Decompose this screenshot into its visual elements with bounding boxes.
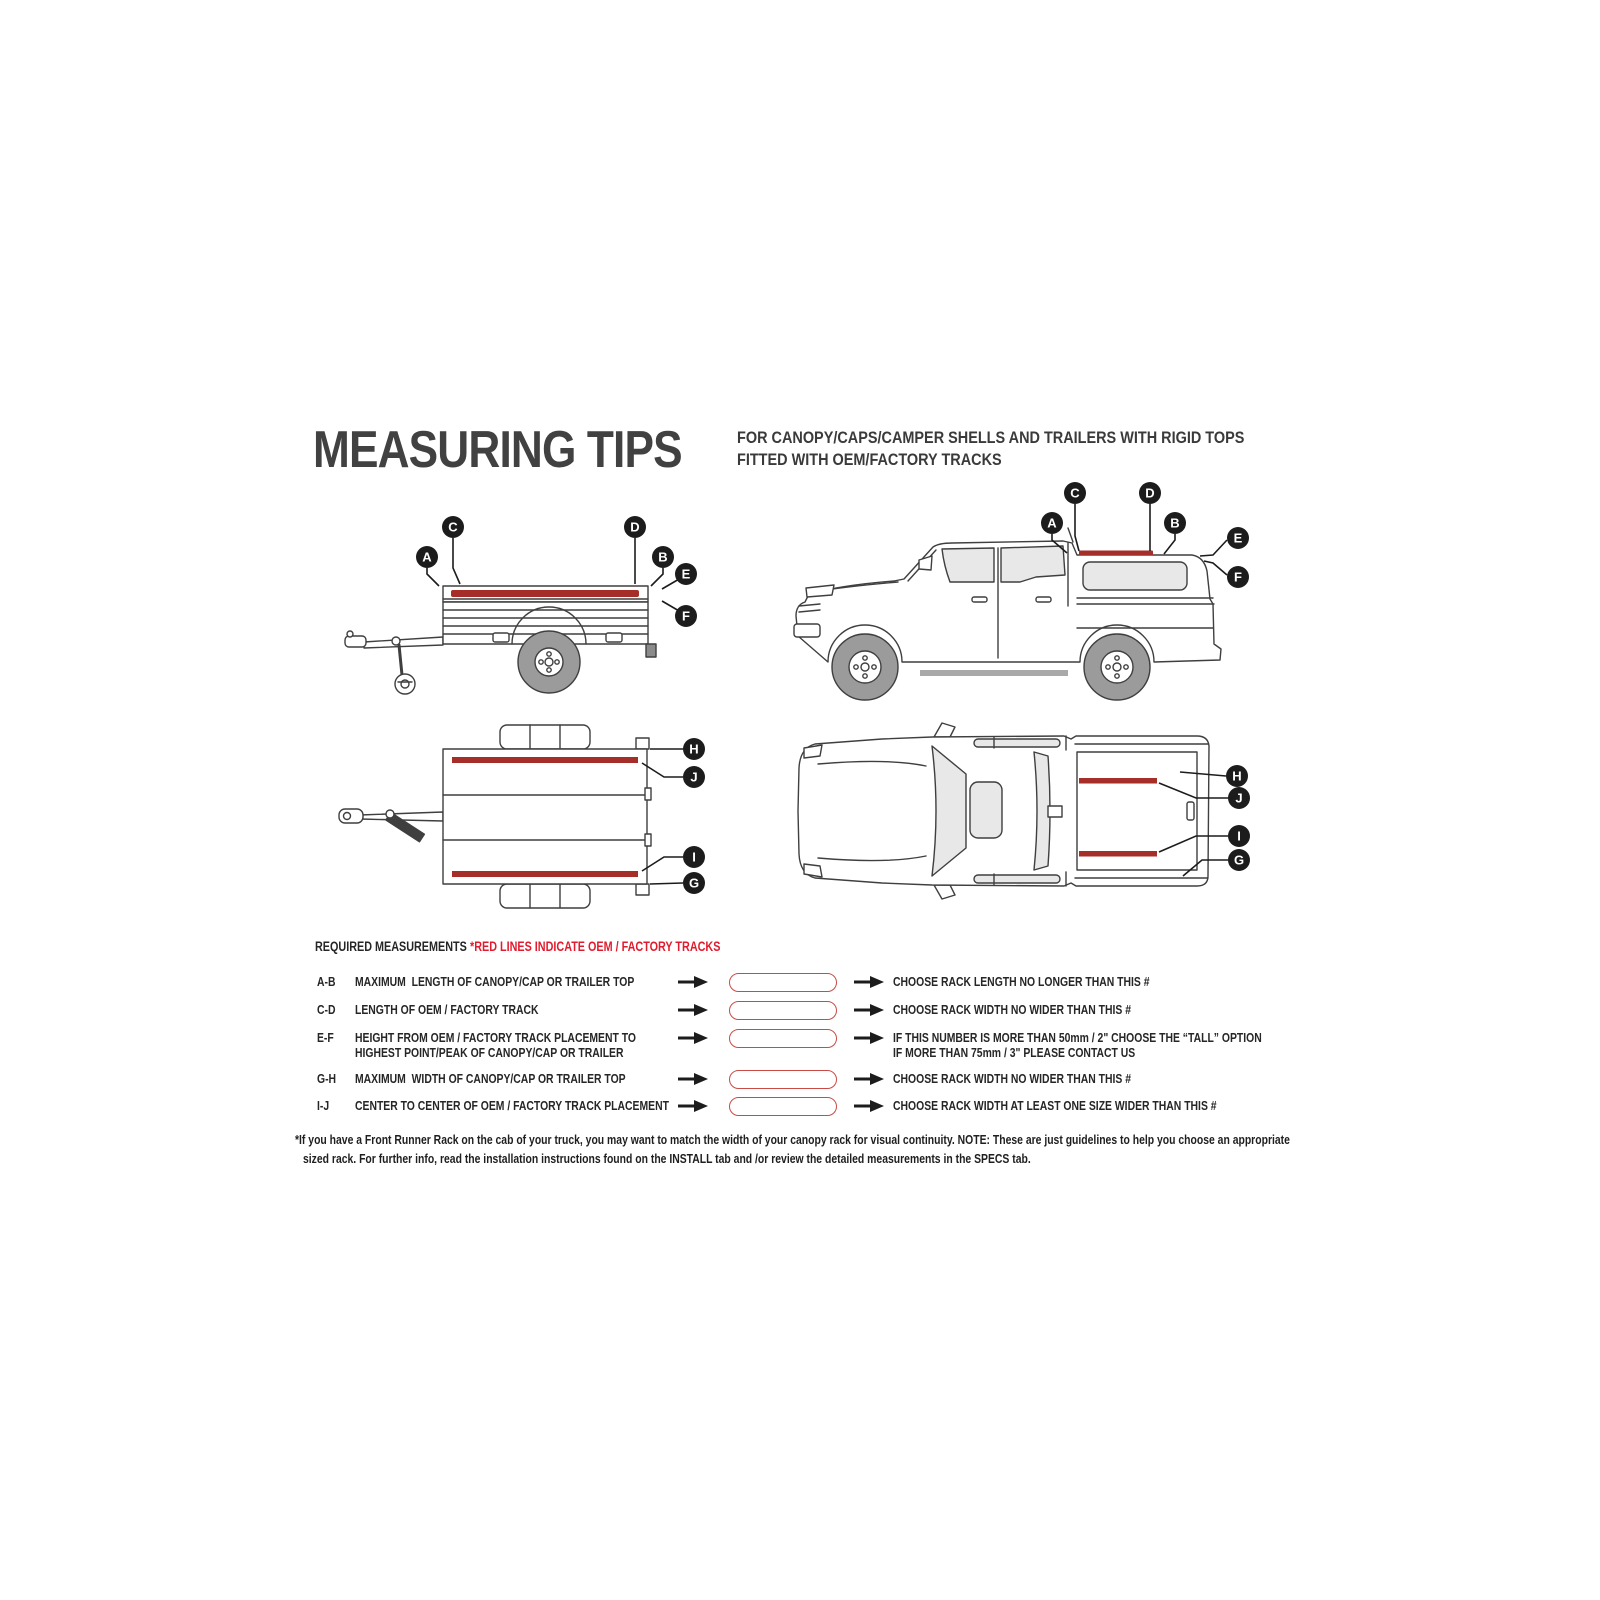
truck-side-view-diagram <box>780 478 1255 713</box>
measurement-value-field <box>729 1001 837 1020</box>
svg-text:I: I <box>692 849 696 865</box>
measurement-row-cd <box>315 1000 1345 1020</box>
measurement-key: E-F <box>317 1030 334 1045</box>
page-title: MEASURING TIPS <box>313 421 682 479</box>
measurement-description: MAXIMUM WIDTH OF CANOPY/CAP OR TRAILER TOP <box>355 1071 626 1086</box>
measurement-value-field <box>729 1097 837 1116</box>
callout-c <box>442 516 464 584</box>
callout-f <box>662 601 697 627</box>
page-subtitle <box>737 427 1334 471</box>
footnote-line1: *If you have a Front Runner Rack on the cab of your truck, you may want to match the width of your canopy rack for visual continuity. NOTE: These are just guidelines to help you choose an appropriate <box>295 1132 1290 1147</box>
callout-b <box>1164 512 1186 554</box>
measurement-row-ab <box>315 972 1345 992</box>
measurement-description: CENTER TO CENTER OF OEM / FACTORY TRACK PLACEMENT <box>355 1098 669 1113</box>
arrow-right-icon <box>678 976 708 988</box>
arrow-right-icon <box>854 976 884 988</box>
callout-j <box>642 763 705 788</box>
svg-text:H: H <box>689 741 699 757</box>
svg-text:F: F <box>1234 569 1242 585</box>
callout-d <box>624 516 646 584</box>
measurements-heading: REQUIRED MEASUREMENTS <box>315 939 467 954</box>
measurement-key: G-H <box>317 1071 337 1086</box>
svg-text:D: D <box>630 519 640 535</box>
page-subtitle-line1: FOR CANOPY/CAPS/CAMPER SHELLS AND TRAILERS WITH RIGID TOPS <box>737 428 1245 447</box>
measurement-value-field <box>729 973 837 992</box>
callout-d <box>1139 482 1161 551</box>
trailer-top-art <box>339 725 651 908</box>
callout-e <box>1200 527 1249 556</box>
svg-text:A: A <box>422 549 432 565</box>
oem-track-line <box>451 590 639 597</box>
truck-side-art <box>794 528 1221 700</box>
oem-track-line <box>452 757 638 763</box>
oem-track-line <box>1079 778 1157 784</box>
svg-text:J: J <box>690 769 698 785</box>
measurement-key: I-J <box>317 1098 330 1113</box>
callout-f <box>1204 561 1249 588</box>
measurement-instruction: CHOOSE RACK WIDTH NO WIDER THAN THIS # <box>893 1002 1132 1017</box>
arrow-right-icon <box>854 1073 884 1085</box>
truck-top-view-diagram <box>782 706 1257 901</box>
svg-text:G: G <box>1233 852 1245 868</box>
arrow-right-icon <box>854 1004 884 1016</box>
measurement-instruction: CHOOSE RACK WIDTH AT LEAST ONE SIZE WIDER THAN THIS # <box>893 1098 1217 1113</box>
trailer-top-view-diagram <box>330 702 710 912</box>
footnote <box>295 1130 1539 1168</box>
measurement-instruction: IF THIS NUMBER IS MORE THAN 50mm / 2" CHOOSE THE “TALL” OPTION IF MORE THAN 75mm / 3" PLEASE CONTACT US <box>893 1030 1262 1060</box>
measurement-value-field <box>729 1029 837 1048</box>
svg-text:E: E <box>1233 530 1243 546</box>
measurement-description: MAXIMUM LENGTH OF CANOPY/CAP OR TRAILER TOP <box>355 974 635 989</box>
svg-text:I: I <box>1237 828 1241 844</box>
svg-text:D: D <box>1145 485 1155 501</box>
svg-text:C: C <box>1070 485 1080 501</box>
svg-text:B: B <box>1170 515 1180 531</box>
measurement-row-ij <box>315 1096 1345 1116</box>
track-color-legend: *RED LINES INDICATE OEM / FACTORY TRACKS <box>470 939 721 954</box>
measurement-row-gh <box>315 1069 1345 1089</box>
measurement-description: HEIGHT FROM OEM / FACTORY TRACK PLACEMENT TO HIGHEST POINT/PEAK OF CANOPY/CAP OR TRAILER <box>355 1030 636 1060</box>
svg-text:B: B <box>658 549 668 565</box>
arrow-right-icon <box>854 1032 884 1044</box>
callout-c <box>1064 482 1086 551</box>
callout-g <box>650 872 705 894</box>
svg-text:C: C <box>448 519 458 535</box>
measurement-key: A-B <box>317 974 336 989</box>
measurement-instruction: CHOOSE RACK WIDTH NO WIDER THAN THIS # <box>893 1071 1132 1086</box>
svg-text:G: G <box>688 875 700 891</box>
arrow-right-icon <box>678 1073 708 1085</box>
svg-text:A: A <box>1047 515 1057 531</box>
oem-track-line <box>1079 851 1157 857</box>
svg-text:F: F <box>682 608 690 624</box>
measurement-description: LENGTH OF OEM / FACTORY TRACK <box>355 1002 539 1017</box>
footnote-line2: sized rack. For further info, read the installation instructions found on the INSTALL tab and /or review the detailed measurements in the SPECS tab. <box>303 1151 1031 1166</box>
arrow-right-icon <box>678 1032 708 1044</box>
measurement-instruction: CHOOSE RACK LENGTH NO LONGER THAN THIS # <box>893 974 1150 989</box>
oem-track-line <box>452 871 638 877</box>
arrow-right-icon <box>678 1004 708 1016</box>
svg-text:J: J <box>1235 790 1243 806</box>
callout-i <box>642 846 705 871</box>
callout-b <box>651 546 674 586</box>
truck-top-art <box>798 723 1209 899</box>
measurement-row-ef <box>315 1028 1345 1062</box>
callout-h <box>650 738 705 760</box>
arrow-right-icon <box>854 1100 884 1112</box>
page-subtitle-line2: FITTED WITH OEM/FACTORY TRACKS <box>737 450 1002 469</box>
svg-text:E: E <box>681 566 691 582</box>
callout-a <box>416 546 439 586</box>
trailer-side-view-diagram <box>330 498 708 703</box>
oem-track-line <box>1079 551 1153 556</box>
measurement-value-field <box>729 1070 837 1089</box>
arrow-right-icon <box>678 1100 708 1112</box>
svg-text:H: H <box>1232 768 1242 784</box>
measurement-key: C-D <box>317 1002 336 1017</box>
trailer-side-art <box>345 586 656 694</box>
